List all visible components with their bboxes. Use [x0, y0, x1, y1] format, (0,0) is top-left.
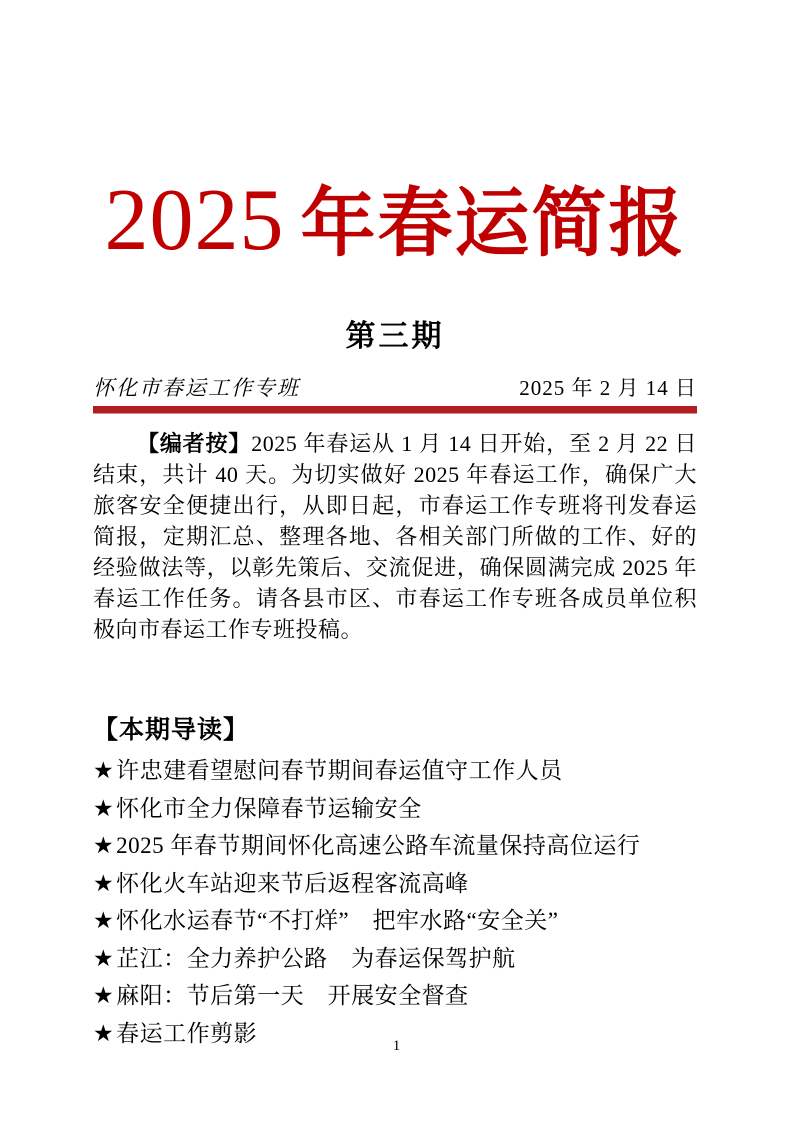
- toc-item-text: 2025 年春节期间怀化高速公路车流量保持高位运行: [116, 833, 641, 858]
- toc-list: [93, 752, 697, 1052]
- toc-item-text: 许忠建看望慰问春节期间春运值守工作人员: [116, 758, 563, 783]
- star-bullet-icon: ★: [93, 1020, 115, 1046]
- toc-item: [93, 865, 697, 903]
- toc-item: [93, 827, 697, 865]
- toc-item-text: 芷江：全力养护公路 为春运保驾护航: [116, 945, 516, 971]
- page-number: 1: [392, 1038, 401, 1054]
- editor-note-label: 【编者按】: [137, 431, 252, 456]
- toc-item-text: 春运工作剪影: [116, 1020, 258, 1046]
- toc-heading: 【本期导读】: [93, 716, 250, 744]
- toc-item: [93, 790, 697, 828]
- star-bullet-icon: ★: [93, 795, 115, 821]
- star-bullet-icon: ★: [93, 758, 115, 783]
- star-bullet-icon: ★: [93, 945, 115, 971]
- toc-item: [93, 902, 697, 940]
- star-bullet-icon: ★: [93, 908, 115, 933]
- editor-note-body: 2025 年春运从 1 月 14 日开始，至 2 月 22 日结束，共计 40 天。为切实做好 2025 年春运工作，确保广大旅客安全便捷出行，从即日起，市春运工作专班将刊发春运简报，定期汇总、整理各地、各相关部门所做的工作、好的经验做法等，以彰先策后、交流促进，确保圆满完成 2025 年春运工作任务。请各县市区、市春运工作专班各成员单位积极向市春运工作专班投稿。: [93, 431, 697, 642]
- toc-item: [93, 752, 697, 790]
- document-title: [93, 0, 697, 301]
- masthead-divider-rule: [93, 406, 697, 414]
- toc-item-text: 麻阳：节后第一天 开展安全督查: [116, 983, 469, 1008]
- star-bullet-icon: ★: [93, 870, 115, 896]
- toc-item-text: 怀化市全力保障春节运输安全: [116, 795, 422, 821]
- editor-note-paragraph: [93, 428, 697, 645]
- document-title-year: 2025: [104, 172, 285, 269]
- organization-name: 怀化市春运工作专班: [93, 376, 300, 400]
- document-title-text: 年春运简报: [300, 183, 686, 266]
- issue-date: 2025 年 2 月 14 日: [519, 376, 697, 400]
- toc-item: [93, 940, 697, 978]
- star-bullet-icon: ★: [93, 983, 115, 1008]
- masthead-row: [93, 375, 697, 401]
- toc-item-text: 怀化水运春节“不打烊” 把牢水路“安全关”: [116, 908, 559, 933]
- star-bullet-icon: ★: [93, 833, 115, 858]
- toc-item-text: 怀化火车站迎来节后返程客流高峰: [116, 870, 469, 896]
- issue-number: 第三期: [345, 320, 445, 353]
- toc-item: [93, 977, 697, 1015]
